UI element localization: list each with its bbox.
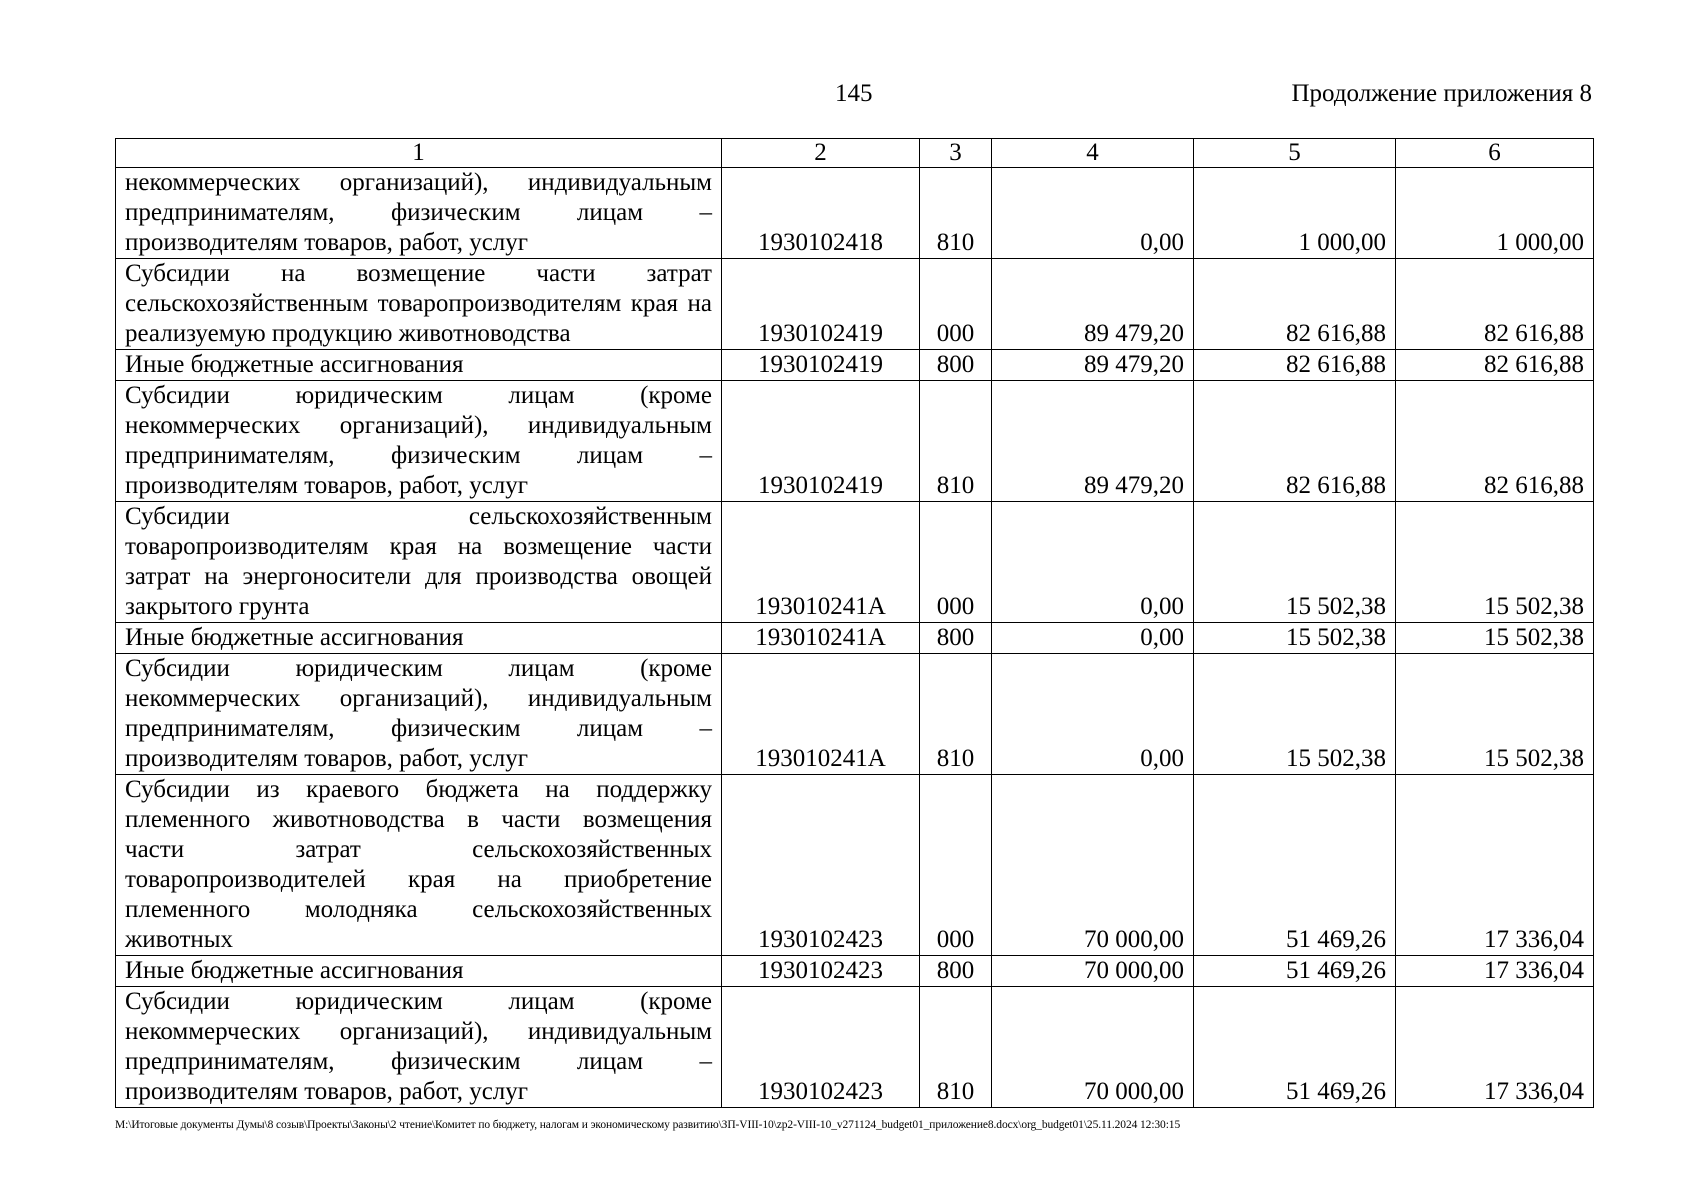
amount-col6-cell: 82 616,88 [1396, 350, 1594, 381]
row-name-cell: Иные бюджетные ассигнования [116, 350, 722, 381]
expense-type-cell: 810 [920, 168, 992, 259]
amount-col6-cell: 1 000,00 [1396, 168, 1594, 259]
amount-col5-cell: 51 469,26 [1194, 987, 1396, 1108]
file-path-footer: M:\Итоговые документы Думы\8 созыв\Проекты\Законы\2 чтение\Комитет по бюджету, налогам и экономическому развитию\ЗП-VIII-10\zp2-VIII-10_v271124_budget01_приложение8.docx\org_budget01\25.11.2024 12:30:15 [115, 1119, 1181, 1131]
row-name-cell: Субсидии на возмещение части затрат сельскохозяйственным товаропроизводителям края на реализуемую продукцию животноводства [116, 259, 722, 350]
table-row [116, 350, 1594, 381]
column-number: 6 [1396, 139, 1594, 168]
table-row [116, 775, 1594, 956]
table-row [116, 381, 1594, 502]
amount-col4-cell: 70 000,00 [992, 956, 1194, 987]
row-name-cell: Субсидии юридическим лицам (кроме некоммерческих организаций), индивидуальным предпринимателям, физическим лицам – производителям товаров, работ, услуг [116, 987, 722, 1108]
table-row [116, 502, 1594, 623]
amount-col6-cell: 17 336,04 [1396, 987, 1594, 1108]
amount-col5-cell: 51 469,26 [1194, 775, 1396, 956]
row-name-cell: Субсидии из краевого бюджета на поддержку племенного животноводства в части возмещения части затрат сельскохозяйственных товаропроизводителей края на приобретение племенного молодняка сельскохозяйственных животных [116, 775, 722, 956]
amount-col6-cell: 15 502,38 [1396, 654, 1594, 775]
amount-col6-cell: 82 616,88 [1396, 381, 1594, 502]
amount-col6-cell: 15 502,38 [1396, 623, 1594, 654]
table-row [116, 956, 1594, 987]
amount-col4-cell: 89 479,20 [992, 381, 1194, 502]
amount-col5-cell: 15 502,38 [1194, 654, 1396, 775]
row-name-cell: Иные бюджетные ассигнования [116, 956, 722, 987]
expense-type-cell: 000 [920, 502, 992, 623]
amount-col5-cell: 82 616,88 [1194, 350, 1396, 381]
target-article-cell: 1930102419 [722, 381, 920, 502]
amount-col5-cell: 51 469,26 [1194, 956, 1396, 987]
expense-type-cell: 810 [920, 654, 992, 775]
target-article-cell: 193010241А [722, 654, 920, 775]
table-row [116, 623, 1594, 654]
column-number: 3 [920, 139, 992, 168]
target-article-cell: 193010241А [722, 502, 920, 623]
table-row [116, 168, 1594, 259]
amount-col5-cell: 82 616,88 [1194, 381, 1396, 502]
budget-table [115, 138, 1594, 1108]
amount-col6-cell: 17 336,04 [1396, 956, 1594, 987]
amount-col4-cell: 70 000,00 [992, 775, 1194, 956]
amount-col4-cell: 70 000,00 [992, 987, 1194, 1108]
row-name-cell: Субсидии юридическим лицам (кроме некоммерческих организаций), индивидуальным предпринимателям, физическим лицам – производителям товаров, работ, услуг [116, 381, 722, 502]
column-number: 2 [722, 139, 920, 168]
table-row [116, 259, 1594, 350]
row-name-cell: Субсидии юридическим лицам (кроме некоммерческих организаций), индивидуальным предпринимателям, физическим лицам – производителям товаров, работ, услуг [116, 654, 722, 775]
column-number: 5 [1194, 139, 1396, 168]
amount-col4-cell: 0,00 [992, 654, 1194, 775]
amount-col4-cell: 89 479,20 [992, 350, 1194, 381]
amount-col4-cell: 89 479,20 [992, 259, 1194, 350]
row-name-cell: Иные бюджетные ассигнования [116, 623, 722, 654]
amount-col6-cell: 15 502,38 [1396, 502, 1594, 623]
column-number: 1 [116, 139, 722, 168]
row-name-cell: Субсидии сельскохозяйственным товаропроизводителям края на возмещение части затрат на энергоносители для производства овощей закрытого грунта [116, 502, 722, 623]
column-number-row [116, 139, 1594, 168]
page-number: 145 [835, 80, 873, 107]
expense-type-cell: 000 [920, 775, 992, 956]
target-article-cell: 193010241А [722, 623, 920, 654]
expense-type-cell: 800 [920, 623, 992, 654]
amount-col5-cell: 82 616,88 [1194, 259, 1396, 350]
amount-col5-cell: 15 502,38 [1194, 623, 1396, 654]
target-article-cell: 1930102418 [722, 168, 920, 259]
target-article-cell: 1930102419 [722, 259, 920, 350]
amount-col4-cell: 0,00 [992, 623, 1194, 654]
target-article-cell: 1930102419 [722, 350, 920, 381]
table-row [116, 654, 1594, 775]
target-article-cell: 1930102423 [722, 956, 920, 987]
appendix-continuation-header: Продолжение приложения 8 [1291, 80, 1592, 107]
amount-col4-cell: 0,00 [992, 502, 1194, 623]
column-number: 4 [992, 139, 1194, 168]
amount-col6-cell: 82 616,88 [1396, 259, 1594, 350]
amount-col6-cell: 17 336,04 [1396, 775, 1594, 956]
expense-type-cell: 810 [920, 381, 992, 502]
target-article-cell: 1930102423 [722, 987, 920, 1108]
row-name-cell: некоммерческих организаций), индивидуальным предпринимателям, физическим лицам – производителям товаров, работ, услуг [116, 168, 722, 259]
amount-col5-cell: 1 000,00 [1194, 168, 1396, 259]
table-row [116, 987, 1594, 1108]
expense-type-cell: 810 [920, 987, 992, 1108]
amount-col4-cell: 0,00 [992, 168, 1194, 259]
expense-type-cell: 800 [920, 956, 992, 987]
expense-type-cell: 000 [920, 259, 992, 350]
expense-type-cell: 800 [920, 350, 992, 381]
amount-col5-cell: 15 502,38 [1194, 502, 1396, 623]
target-article-cell: 1930102423 [722, 775, 920, 956]
